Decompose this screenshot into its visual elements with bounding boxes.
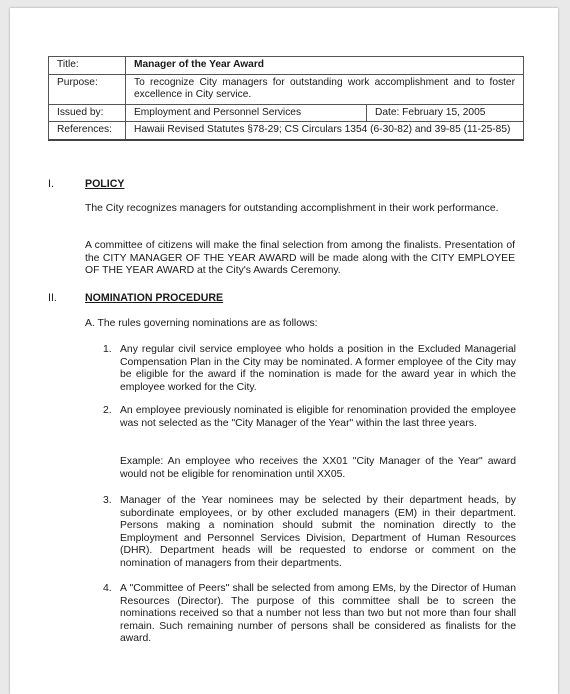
list-item-number: 2.	[103, 405, 112, 416]
title-label: Title:	[49, 57, 126, 74]
header-table	[48, 56, 524, 141]
list-item-text: Manager of the Year nominees may be selected by their department heads, by subordinate employees, or by other excluded managers (EM) in their department. Persons making a nomination should submit the nomination directly to the Employment and Personnel Services Division, Department of Human Resources (DHR). Department heads will be requested to endorse or comment on the nomination of managers from their departments.	[120, 495, 516, 569]
section-number: I.	[48, 178, 54, 190]
section-number: II.	[48, 292, 57, 304]
title-row	[49, 57, 523, 75]
list-item-text: An employee previously nominated is eligible for renomination provided the employee was not selected as the "City Manager of the Year" within the last three years.	[120, 405, 516, 429]
list-item-number: 3.	[103, 495, 112, 506]
list-item-number: 1.	[103, 344, 112, 355]
references-row	[49, 122, 523, 139]
section-heading: POLICY	[85, 178, 125, 190]
list-item-text: A "Committee of Peers" shall be selected from among EMs, by the Director of Human Resources (Director). The purpose of this committee shall be to screen the nominations received so that a number not less than two but not more than four shall remain. Such remaining number of persons shall be considered as finalists for the award.	[120, 583, 516, 645]
references-value: Hawaii Revised Statutes §78-29; CS Circulars 1354 (6-30-82) and 39-85 (11-25-85)	[134, 124, 511, 136]
policy-paragraph-1: The City recognizes managers for outstanding accomplishment in their work performance.	[85, 203, 499, 214]
purpose-label: Purpose:	[49, 75, 126, 104]
title-value: Manager of the Year Award	[134, 59, 265, 70]
references-label: References:	[49, 122, 126, 139]
date-value: Date: February 15, 2005	[366, 105, 523, 122]
purpose-value: To recognize City managers for outstanding work accomplishment and to foster excellence in City service.	[134, 76, 515, 101]
issued-row	[49, 105, 523, 123]
document-page	[10, 8, 558, 694]
issued-value: Employment and Personnel Services	[134, 106, 302, 118]
nomination-intro: A. The rules governing nominations are as follows:	[85, 318, 318, 329]
section-heading: NOMINATION PROCEDURE	[85, 292, 224, 304]
list-item-text: Any regular civil service employee who holds a position in the Excluded Managerial Compensation Plan in the City may be nominated. A former employee of the City may be eligible for the award if the nomination is made for the award year in which the employee worked for the City.	[120, 344, 516, 393]
issued-label: Issued by:	[49, 105, 126, 122]
policy-paragraph-2: A committee of citizens will make the final selection from among the finalists. Presentation of the CITY MANAGER OF THE YEAR AWARD will be made along with the CITY EMPLOYEE OF THE YEAR AWARD at the City's Awards Ceremony.	[85, 240, 515, 277]
list-item-number: 4.	[103, 583, 112, 594]
list-item-example: Example: An employee who receives the XX01 "City Manager of the Year" award would not be eligible for renomination until XX05.	[120, 456, 516, 480]
purpose-row	[49, 75, 523, 105]
